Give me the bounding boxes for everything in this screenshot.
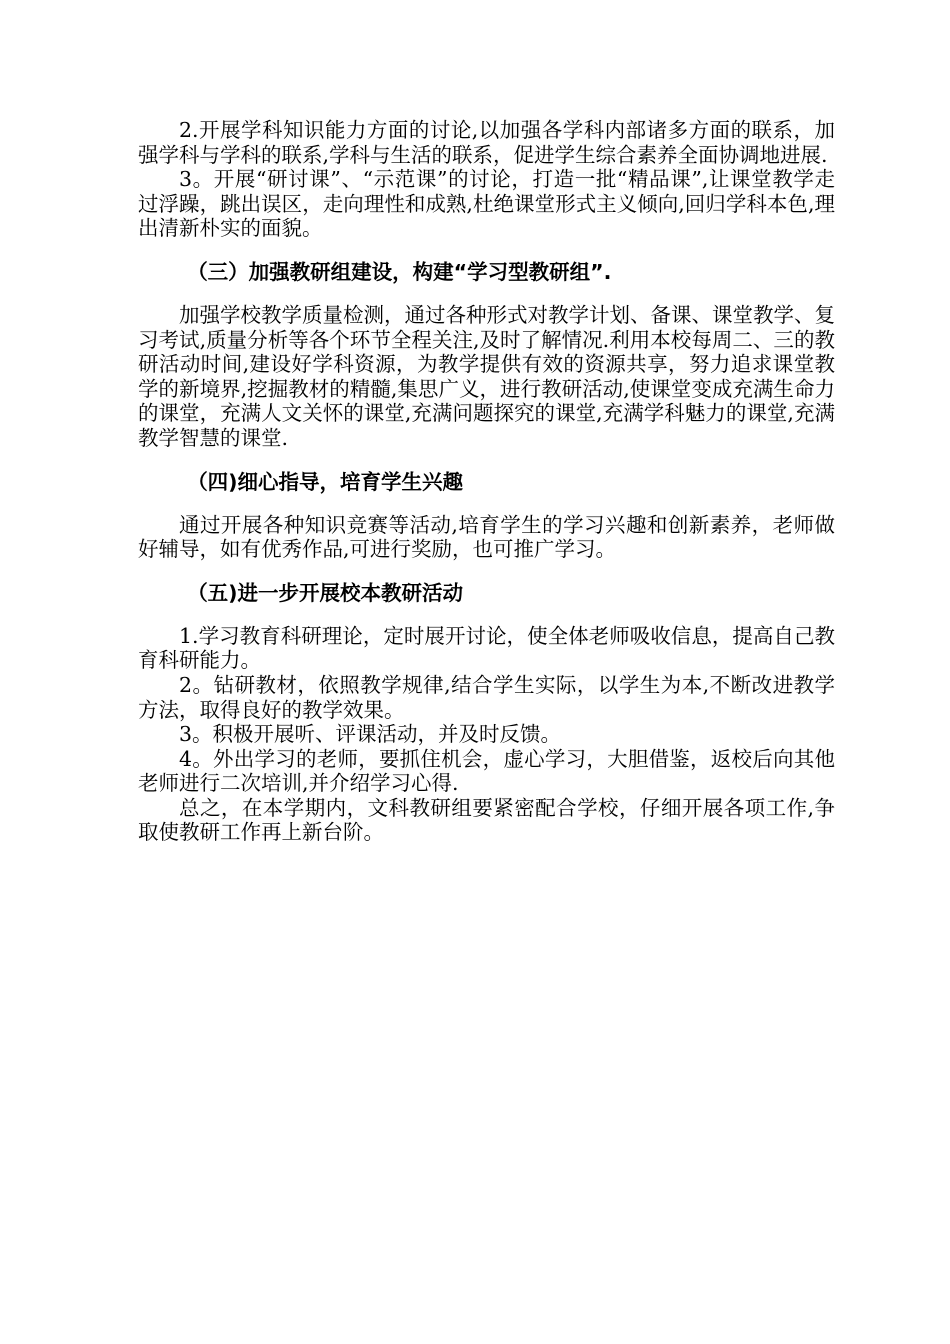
section-5-item-2: 2。钻研教材，依照教学规律,结合学生实际，以学生为本,不断改进教学方法，取得良好的教学效果。 xyxy=(138,672,835,722)
section-4-paragraph: 通过开展各种知识竞赛等活动,培育学生的学习兴趣和创新素养，老师做好辅导，如有优秀作品,可进行奖励，也可推广学习。 xyxy=(138,512,835,562)
intro-block xyxy=(138,118,835,241)
section-3-paragraph: 加强学校教学质量检测，通过各种形式对教学计划、备课、课堂教学、复习考试,质量分析等各个环节全程关注,及时了解情况.利用本校每周二、三的教研活动时间,建设好学科资源，为教学提供有效的资源共享，努力追求课堂教学的新境界,挖掘教材的精髓,集思广义，进行教研活动,使课堂变成充满生命力的课堂，充满人文关怀的课堂,充满问题探究的课堂,充满学科魅力的课堂,充满教学智慧的课堂. xyxy=(138,302,835,450)
conclusion-paragraph: 总之，在本学期内，文科教研组要紧密配合学校，仔细开展各项工作,争取使教研工作再上新台阶。 xyxy=(138,795,835,845)
section-5-item-3: 3。积极开展听、评课活动，并及时反馈。 xyxy=(179,722,562,747)
paragraph-item-3: 3。开展“研讨课”、“示范课”的讨论，打造一批“精品课”,让课堂教学走过浮躁，跳出误区，走向理性和成熟,杜绝课堂形式主义倾向,回归学科本色,理出清新朴实的面貌。 xyxy=(138,167,835,241)
document-page xyxy=(138,118,835,845)
section-heading-5: （五)进一步开展校本教研活动 xyxy=(187,580,464,605)
section-5-item-4: 4。外出学习的老师，要抓住机会，虚心学习，大胆借鉴，返校后向其他老师进行二次培训,并介绍学习心得. xyxy=(138,746,835,796)
section-heading-3: （三）加强教研组建设，构建“学习型教研组”. xyxy=(187,259,612,284)
section-heading-4: （四)细心指导，培育学生兴趣 xyxy=(187,469,464,494)
section-5-item-1: 1.学习教育科研理论，定时展开讨论，使全体老师吸收信息，提高自己教育科研能力。 xyxy=(138,623,835,673)
paragraph-item-2: 2.开展学科知识能力方面的讨论,以加强各学科内部诸多方面的联系，加强学科与学科的联系,学科与生活的联系，促进学生综合素养全面协调地进展. xyxy=(138,118,835,167)
section-5-list xyxy=(138,624,835,845)
